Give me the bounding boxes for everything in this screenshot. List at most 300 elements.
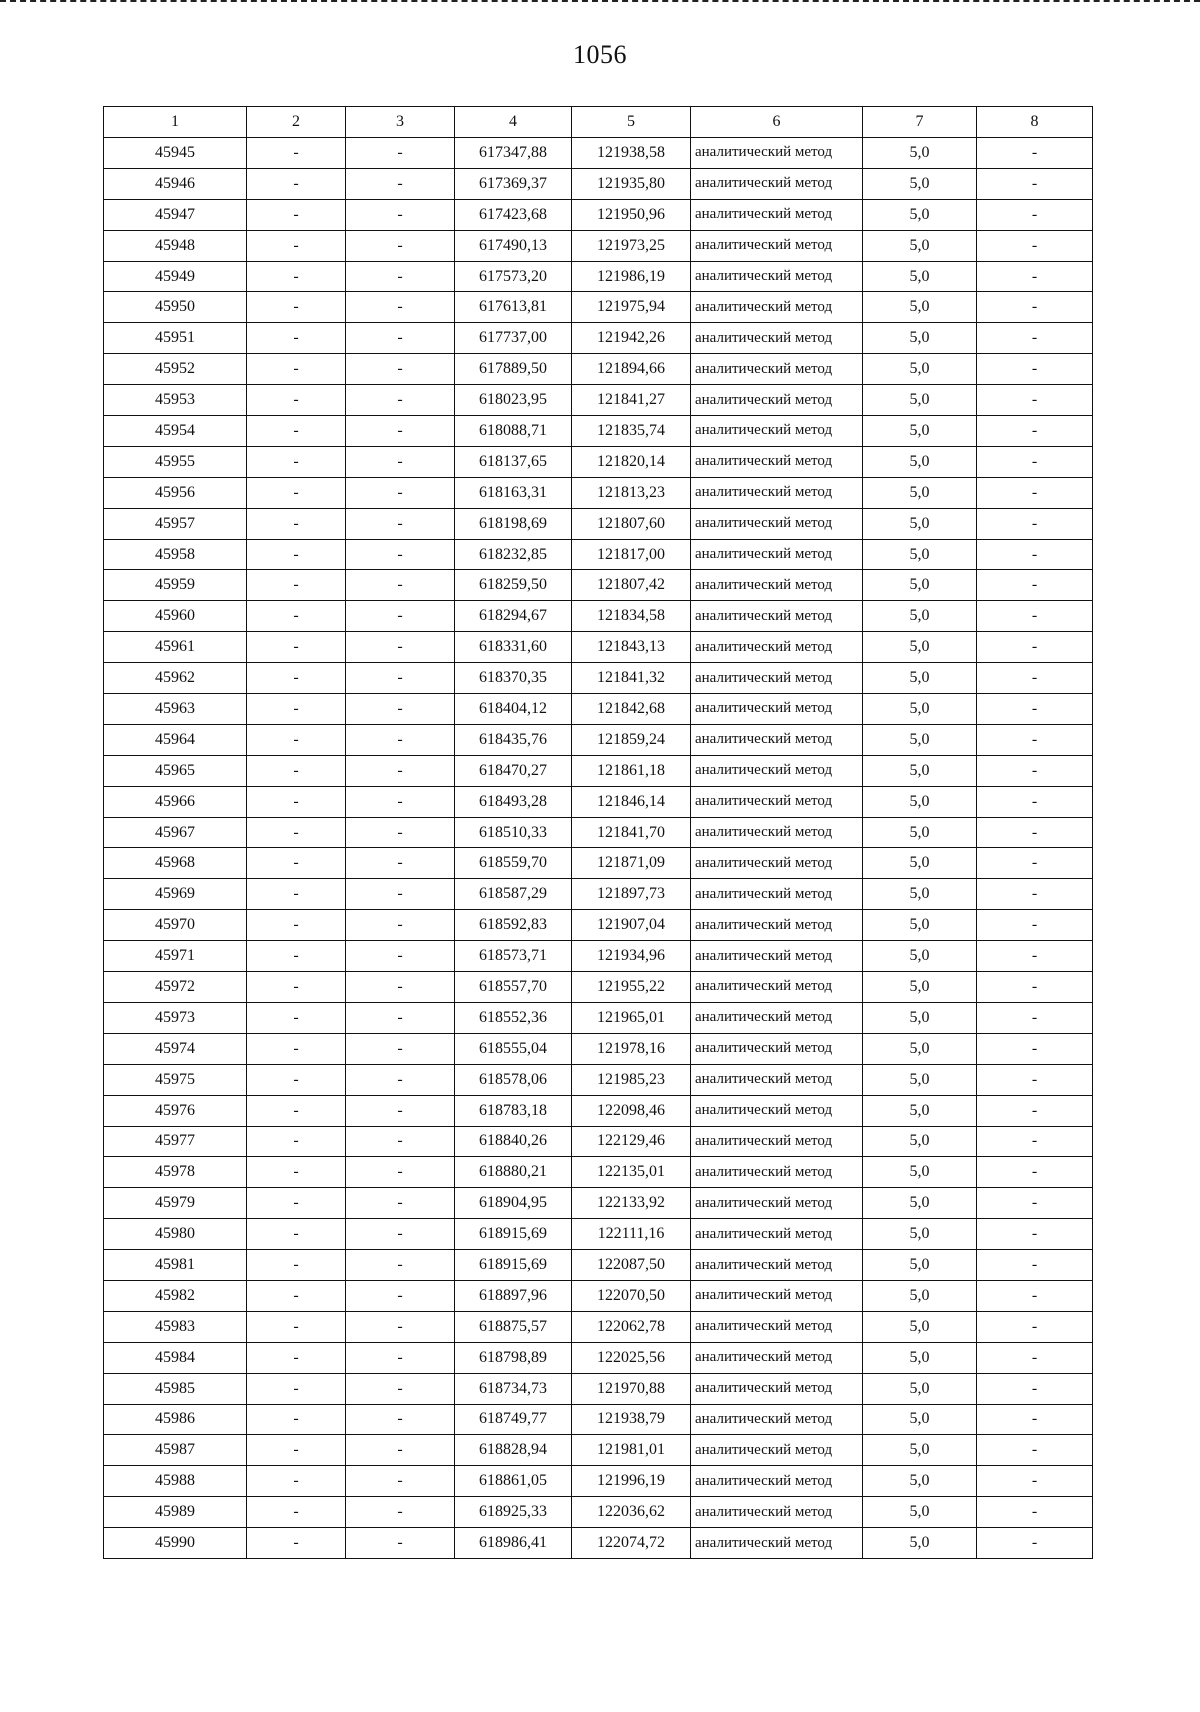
table-cell-col-3: - — [346, 1188, 455, 1219]
table-cell-col-2: - — [247, 941, 346, 972]
table-cell-col-8: - — [977, 1528, 1093, 1559]
table-row — [104, 570, 1093, 601]
table-cell-col-5: 121834,58 — [572, 601, 691, 632]
table-row — [104, 1064, 1093, 1095]
table-header — [104, 107, 1093, 138]
table-cell-col-7: 5,0 — [863, 323, 977, 354]
table-cell-col-8: - — [977, 1342, 1093, 1373]
table-cell-col-7: 5,0 — [863, 910, 977, 941]
table-cell-col-2: - — [247, 446, 346, 477]
table-cell-col-5: 121955,22 — [572, 972, 691, 1003]
table-cell-col-8: - — [977, 416, 1093, 447]
table-row — [104, 261, 1093, 292]
table-cell-col-7: 5,0 — [863, 1126, 977, 1157]
table-cell-col-5: 121975,94 — [572, 292, 691, 323]
table-cell-col-8: - — [977, 168, 1093, 199]
table-cell-col-7: 5,0 — [863, 1466, 977, 1497]
table-row — [104, 446, 1093, 477]
table-cell-col-2: - — [247, 910, 346, 941]
table-cell-col-1: 45960 — [104, 601, 247, 632]
table-cell-col-8: - — [977, 1219, 1093, 1250]
table-cell-col-7: 5,0 — [863, 755, 977, 786]
table-cell-col-2: - — [247, 694, 346, 725]
table-cell-col-3: - — [346, 1342, 455, 1373]
table-cell-col-2: - — [247, 1157, 346, 1188]
table-cell-col-1: 45958 — [104, 539, 247, 570]
table-cell-col-4: 618137,65 — [455, 446, 572, 477]
table-cell-col-1: 45978 — [104, 1157, 247, 1188]
table-cell-col-4: 618592,83 — [455, 910, 572, 941]
table-row — [104, 910, 1093, 941]
table-cell-col-6: аналитический метод — [691, 879, 863, 910]
table-row — [104, 1219, 1093, 1250]
table-cell-col-6: аналитический метод — [691, 539, 863, 570]
table-cell-col-4: 618552,36 — [455, 1002, 572, 1033]
table-cell-col-4: 618232,85 — [455, 539, 572, 570]
table-cell-col-4: 618559,70 — [455, 848, 572, 879]
table-cell-col-8: - — [977, 941, 1093, 972]
table-row — [104, 724, 1093, 755]
table-cell-col-5: 122111,16 — [572, 1219, 691, 1250]
table-cell-col-1: 45990 — [104, 1528, 247, 1559]
table-cell-col-6: аналитический метод — [691, 1497, 863, 1528]
table-cell-col-7: 5,0 — [863, 570, 977, 601]
table-cell-col-2: - — [247, 1280, 346, 1311]
table-cell-col-3: - — [346, 1373, 455, 1404]
table-cell-col-4: 618915,69 — [455, 1219, 572, 1250]
table-cell-col-5: 121965,01 — [572, 1002, 691, 1033]
table-row — [104, 539, 1093, 570]
table-cell-col-4: 618470,27 — [455, 755, 572, 786]
table-cell-col-4: 617613,81 — [455, 292, 572, 323]
header-col-5: 5 — [572, 107, 691, 138]
table-cell-col-8: - — [977, 817, 1093, 848]
table-cell-col-5: 121981,01 — [572, 1435, 691, 1466]
table-cell-col-6: аналитический метод — [691, 1033, 863, 1064]
table-cell-col-2: - — [247, 323, 346, 354]
table-cell-col-5: 121938,58 — [572, 138, 691, 169]
table-cell-col-8: - — [977, 354, 1093, 385]
table-cell-col-5: 122135,01 — [572, 1157, 691, 1188]
table-cell-col-3: - — [346, 416, 455, 447]
table-cell-col-8: - — [977, 138, 1093, 169]
table-cell-col-5: 121842,68 — [572, 694, 691, 725]
table-row — [104, 1466, 1093, 1497]
table-cell-col-4: 617573,20 — [455, 261, 572, 292]
table-cell-col-4: 618404,12 — [455, 694, 572, 725]
table-cell-col-6: аналитический метод — [691, 477, 863, 508]
table-cell-col-8: - — [977, 972, 1093, 1003]
table-cell-col-4: 618915,69 — [455, 1250, 572, 1281]
table-row — [104, 817, 1093, 848]
top-dashed-rule — [0, 0, 1200, 2]
table-cell-col-6: аналитический метод — [691, 755, 863, 786]
table-cell-col-6: аналитический метод — [691, 817, 863, 848]
table-cell-col-3: - — [346, 1404, 455, 1435]
table-cell-col-7: 5,0 — [863, 1280, 977, 1311]
table-cell-col-1: 45949 — [104, 261, 247, 292]
table-cell-col-1: 45989 — [104, 1497, 247, 1528]
table-cell-col-4: 618798,89 — [455, 1342, 572, 1373]
table-cell-col-5: 121894,66 — [572, 354, 691, 385]
table-cell-col-6: аналитический метод — [691, 848, 863, 879]
table-cell-col-4: 618904,95 — [455, 1188, 572, 1219]
table-cell-col-3: - — [346, 570, 455, 601]
table-cell-col-3: - — [346, 1280, 455, 1311]
header-col-8: 8 — [977, 107, 1093, 138]
table-cell-col-8: - — [977, 539, 1093, 570]
table-cell-col-4: 618259,50 — [455, 570, 572, 601]
table-cell-col-6: аналитический метод — [691, 724, 863, 755]
table-cell-col-2: - — [247, 1497, 346, 1528]
coordinates-table — [103, 106, 1093, 1559]
table-cell-col-6: аналитический метод — [691, 1095, 863, 1126]
table-cell-col-7: 5,0 — [863, 168, 977, 199]
table-cell-col-3: - — [346, 879, 455, 910]
table-cell-col-6: аналитический метод — [691, 1373, 863, 1404]
table-cell-col-3: - — [346, 1219, 455, 1250]
table-cell-col-1: 45977 — [104, 1126, 247, 1157]
table-cell-col-3: - — [346, 292, 455, 323]
table-cell-col-7: 5,0 — [863, 1188, 977, 1219]
table-cell-col-5: 121841,27 — [572, 385, 691, 416]
header-col-3: 3 — [346, 107, 455, 138]
table-cell-col-8: - — [977, 230, 1093, 261]
table-cell-col-7: 5,0 — [863, 694, 977, 725]
table-row — [104, 786, 1093, 817]
table-cell-col-5: 121841,70 — [572, 817, 691, 848]
table-cell-col-8: - — [977, 446, 1093, 477]
table-cell-col-3: - — [346, 477, 455, 508]
table-cell-col-2: - — [247, 817, 346, 848]
table-cell-col-1: 45952 — [104, 354, 247, 385]
table-cell-col-4: 618163,31 — [455, 477, 572, 508]
table-cell-col-2: - — [247, 601, 346, 632]
table-cell-col-4: 618370,35 — [455, 663, 572, 694]
table-cell-col-5: 121970,88 — [572, 1373, 691, 1404]
table-cell-col-1: 45982 — [104, 1280, 247, 1311]
table-cell-col-5: 121871,09 — [572, 848, 691, 879]
table-cell-col-3: - — [346, 1466, 455, 1497]
table-cell-col-1: 45986 — [104, 1404, 247, 1435]
table-cell-col-2: - — [247, 848, 346, 879]
table-cell-col-6: аналитический метод — [691, 354, 863, 385]
table-cell-col-7: 5,0 — [863, 508, 977, 539]
table-cell-col-1: 45963 — [104, 694, 247, 725]
table-cell-col-7: 5,0 — [863, 385, 977, 416]
table-cell-col-2: - — [247, 168, 346, 199]
table-cell-col-7: 5,0 — [863, 1219, 977, 1250]
table-cell-col-8: - — [977, 910, 1093, 941]
table-cell-col-8: - — [977, 1064, 1093, 1095]
table-cell-col-4: 617423,68 — [455, 199, 572, 230]
table-cell-col-5: 121817,00 — [572, 539, 691, 570]
table-cell-col-1: 45966 — [104, 786, 247, 817]
table-cell-col-1: 45984 — [104, 1342, 247, 1373]
table-cell-col-3: - — [346, 1311, 455, 1342]
table-row — [104, 1311, 1093, 1342]
table-row — [104, 168, 1093, 199]
table-cell-col-6: аналитический метод — [691, 601, 863, 632]
table-cell-col-3: - — [346, 1095, 455, 1126]
table-cell-col-6: аналитический метод — [691, 910, 863, 941]
table-cell-col-5: 121935,80 — [572, 168, 691, 199]
table-cell-col-2: - — [247, 230, 346, 261]
table-cell-col-1: 45987 — [104, 1435, 247, 1466]
table-cell-col-2: - — [247, 724, 346, 755]
table-cell-col-2: - — [247, 539, 346, 570]
table-cell-col-8: - — [977, 1095, 1093, 1126]
table-cell-col-2: - — [247, 1528, 346, 1559]
table-cell-col-7: 5,0 — [863, 1373, 977, 1404]
table-cell-col-7: 5,0 — [863, 199, 977, 230]
table-cell-col-7: 5,0 — [863, 972, 977, 1003]
table-row — [104, 1528, 1093, 1559]
table-cell-col-7: 5,0 — [863, 1435, 977, 1466]
table-cell-col-3: - — [346, 230, 455, 261]
table-cell-col-2: - — [247, 1002, 346, 1033]
table-cell-col-1: 45967 — [104, 817, 247, 848]
table-cell-col-7: 5,0 — [863, 138, 977, 169]
table-cell-col-5: 122025,56 — [572, 1342, 691, 1373]
table-row — [104, 1497, 1093, 1528]
table-cell-col-3: - — [346, 848, 455, 879]
table-cell-col-4: 618783,18 — [455, 1095, 572, 1126]
table-cell-col-8: - — [977, 477, 1093, 508]
table-cell-col-8: - — [977, 1250, 1093, 1281]
table-cell-col-2: - — [247, 292, 346, 323]
table-cell-col-3: - — [346, 1435, 455, 1466]
table-cell-col-8: - — [977, 755, 1093, 786]
table-cell-col-5: 121843,13 — [572, 632, 691, 663]
table-cell-col-1: 45979 — [104, 1188, 247, 1219]
table-cell-col-5: 122087,50 — [572, 1250, 691, 1281]
table-cell-col-3: - — [346, 168, 455, 199]
table-cell-col-7: 5,0 — [863, 663, 977, 694]
table-cell-col-4: 618294,67 — [455, 601, 572, 632]
table-cell-col-3: - — [346, 508, 455, 539]
table-cell-col-6: аналитический метод — [691, 1157, 863, 1188]
table-cell-col-7: 5,0 — [863, 1497, 977, 1528]
table-cell-col-1: 45950 — [104, 292, 247, 323]
table-cell-col-1: 45972 — [104, 972, 247, 1003]
table-row — [104, 1002, 1093, 1033]
table-cell-col-6: аналитический метод — [691, 1280, 863, 1311]
table-cell-col-3: - — [346, 786, 455, 817]
table-cell-col-4: 618749,77 — [455, 1404, 572, 1435]
table-cell-col-6: аналитический метод — [691, 168, 863, 199]
table-cell-col-4: 618331,60 — [455, 632, 572, 663]
table-cell-col-6: аналитический метод — [691, 323, 863, 354]
table-row — [104, 601, 1093, 632]
table-cell-col-5: 121934,96 — [572, 941, 691, 972]
table-cell-col-3: - — [346, 632, 455, 663]
table-cell-col-8: - — [977, 1497, 1093, 1528]
table-cell-col-8: - — [977, 632, 1093, 663]
table-cell-col-4: 618088,71 — [455, 416, 572, 447]
table-cell-col-2: - — [247, 972, 346, 1003]
table-cell-col-6: аналитический метод — [691, 199, 863, 230]
table-cell-col-8: - — [977, 1002, 1093, 1033]
table-cell-col-4: 618897,96 — [455, 1280, 572, 1311]
table-cell-col-1: 45948 — [104, 230, 247, 261]
table-cell-col-7: 5,0 — [863, 416, 977, 447]
table-cell-col-2: - — [247, 663, 346, 694]
header-row — [104, 107, 1093, 138]
table-cell-col-1: 45970 — [104, 910, 247, 941]
table-cell-col-8: - — [977, 199, 1093, 230]
table-cell-col-3: - — [346, 694, 455, 725]
table-cell-col-3: - — [346, 1157, 455, 1188]
table-cell-col-1: 45965 — [104, 755, 247, 786]
table-cell-col-4: 618587,29 — [455, 879, 572, 910]
table-cell-col-5: 122129,46 — [572, 1126, 691, 1157]
header-col-6: 6 — [691, 107, 863, 138]
table-cell-col-3: - — [346, 1497, 455, 1528]
table-cell-col-4: 618875,57 — [455, 1311, 572, 1342]
table-cell-col-4: 618986,41 — [455, 1528, 572, 1559]
table-cell-col-7: 5,0 — [863, 1250, 977, 1281]
table-cell-col-7: 5,0 — [863, 1157, 977, 1188]
table-cell-col-8: - — [977, 663, 1093, 694]
table-row — [104, 941, 1093, 972]
table-cell-col-4: 618734,73 — [455, 1373, 572, 1404]
table-cell-col-8: - — [977, 848, 1093, 879]
table-cell-col-1: 45959 — [104, 570, 247, 601]
table-cell-col-4: 618880,21 — [455, 1157, 572, 1188]
table-cell-col-7: 5,0 — [863, 724, 977, 755]
table-cell-col-2: - — [247, 879, 346, 910]
table-cell-col-5: 121897,73 — [572, 879, 691, 910]
table-cell-col-6: аналитический метод — [691, 632, 863, 663]
table-cell-col-5: 122036,62 — [572, 1497, 691, 1528]
table-cell-col-7: 5,0 — [863, 1311, 977, 1342]
table-row — [104, 138, 1093, 169]
table-cell-col-5: 121938,79 — [572, 1404, 691, 1435]
table-cell-col-1: 45974 — [104, 1033, 247, 1064]
table-row — [104, 1280, 1093, 1311]
table-cell-col-3: - — [346, 138, 455, 169]
table-cell-col-7: 5,0 — [863, 1404, 977, 1435]
table-cell-col-2: - — [247, 755, 346, 786]
table-cell-col-7: 5,0 — [863, 879, 977, 910]
table-cell-col-2: - — [247, 786, 346, 817]
table-cell-col-2: - — [247, 385, 346, 416]
table-row — [104, 755, 1093, 786]
table-cell-col-4: 618861,05 — [455, 1466, 572, 1497]
table-cell-col-5: 122070,50 — [572, 1280, 691, 1311]
table-cell-col-7: 5,0 — [863, 261, 977, 292]
table-cell-col-3: - — [346, 261, 455, 292]
table-cell-col-6: аналитический метод — [691, 786, 863, 817]
table-cell-col-2: - — [247, 570, 346, 601]
table-cell-col-2: - — [247, 416, 346, 447]
table-cell-col-1: 45964 — [104, 724, 247, 755]
table-cell-col-5: 121835,74 — [572, 416, 691, 447]
table-cell-col-2: - — [247, 354, 346, 385]
table-cell-col-3: - — [346, 601, 455, 632]
table-cell-col-7: 5,0 — [863, 817, 977, 848]
table-cell-col-4: 618925,33 — [455, 1497, 572, 1528]
table-cell-col-2: - — [247, 1342, 346, 1373]
table-cell-col-8: - — [977, 1404, 1093, 1435]
table-cell-col-5: 121985,23 — [572, 1064, 691, 1095]
table-cell-col-8: - — [977, 601, 1093, 632]
header-col-1: 1 — [104, 107, 247, 138]
table-cell-col-7: 5,0 — [863, 601, 977, 632]
table-cell-col-8: - — [977, 261, 1093, 292]
table-cell-col-3: - — [346, 354, 455, 385]
table-cell-col-7: 5,0 — [863, 539, 977, 570]
table-cell-col-6: аналитический метод — [691, 446, 863, 477]
table-cell-col-5: 121942,26 — [572, 323, 691, 354]
table-cell-col-5: 122098,46 — [572, 1095, 691, 1126]
table-cell-col-2: - — [247, 1373, 346, 1404]
table-body — [104, 138, 1093, 1559]
table-row — [104, 416, 1093, 447]
table-cell-col-6: аналитический метод — [691, 1064, 863, 1095]
table-cell-col-5: 121846,14 — [572, 786, 691, 817]
table-cell-col-3: - — [346, 910, 455, 941]
table-cell-col-8: - — [977, 879, 1093, 910]
table-cell-col-8: - — [977, 508, 1093, 539]
table-cell-col-1: 45961 — [104, 632, 247, 663]
table-cell-col-1: 45988 — [104, 1466, 247, 1497]
table-row — [104, 508, 1093, 539]
table-cell-col-5: 121950,96 — [572, 199, 691, 230]
table-cell-col-2: - — [247, 1466, 346, 1497]
table-cell-col-4: 617737,00 — [455, 323, 572, 354]
table-cell-col-2: - — [247, 508, 346, 539]
page-number: 1056 — [573, 40, 627, 69]
table-cell-col-8: - — [977, 385, 1093, 416]
table-cell-col-3: - — [346, 385, 455, 416]
table-cell-col-1: 45983 — [104, 1311, 247, 1342]
table-cell-col-2: - — [247, 138, 346, 169]
table-cell-col-3: - — [346, 1033, 455, 1064]
table-cell-col-7: 5,0 — [863, 292, 977, 323]
table-cell-col-5: 122062,78 — [572, 1311, 691, 1342]
table-cell-col-8: - — [977, 1435, 1093, 1466]
header-col-7: 7 — [863, 107, 977, 138]
table-row — [104, 663, 1093, 694]
table-cell-col-1: 45953 — [104, 385, 247, 416]
table-cell-col-2: - — [247, 199, 346, 230]
table-cell-col-4: 618493,28 — [455, 786, 572, 817]
table-cell-col-3: - — [346, 539, 455, 570]
table-row — [104, 354, 1093, 385]
table-cell-col-6: аналитический метод — [691, 1188, 863, 1219]
table-cell-col-5: 121841,32 — [572, 663, 691, 694]
table-cell-col-5: 121986,19 — [572, 261, 691, 292]
table-row — [104, 694, 1093, 725]
table-cell-col-4: 617490,13 — [455, 230, 572, 261]
table-cell-col-3: - — [346, 1528, 455, 1559]
table-cell-col-8: - — [977, 1126, 1093, 1157]
table-cell-col-7: 5,0 — [863, 1064, 977, 1095]
table-cell-col-5: 121807,60 — [572, 508, 691, 539]
table-cell-col-1: 45951 — [104, 323, 247, 354]
table-cell-col-1: 45968 — [104, 848, 247, 879]
table-cell-col-3: - — [346, 1250, 455, 1281]
table-cell-col-4: 618573,71 — [455, 941, 572, 972]
table-cell-col-4: 617369,37 — [455, 168, 572, 199]
table-cell-col-6: аналитический метод — [691, 261, 863, 292]
table-row — [104, 879, 1093, 910]
table-cell-col-1: 45969 — [104, 879, 247, 910]
table-cell-col-2: - — [247, 477, 346, 508]
table-cell-col-6: аналитический метод — [691, 292, 863, 323]
